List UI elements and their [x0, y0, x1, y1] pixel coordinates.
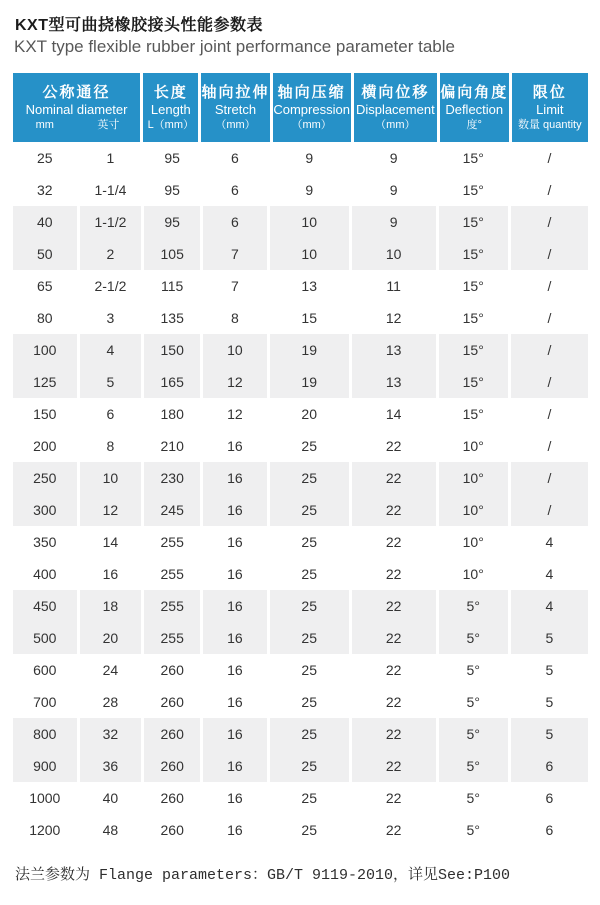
- table-cell: 5°: [439, 590, 508, 622]
- header-cell-compression: [273, 73, 351, 142]
- header-cell-length: [143, 73, 198, 142]
- table-cell: 22: [352, 750, 436, 782]
- table-cell: 11: [352, 270, 436, 302]
- table-cell: 36: [80, 750, 142, 782]
- table-cell: 9: [270, 142, 349, 174]
- table-cell: 25: [270, 526, 349, 558]
- header-unit-label: 数量 quantity: [518, 119, 582, 131]
- table-cell: 7: [203, 238, 267, 270]
- table-cell: 7: [203, 270, 267, 302]
- table-cell: 15°: [439, 174, 508, 206]
- table-cell: 22: [352, 718, 436, 750]
- table-cell: 15°: [439, 334, 508, 366]
- table-cell: 2-1/2: [80, 270, 142, 302]
- table-cell: 16: [203, 622, 267, 654]
- table-cell: 12: [352, 302, 436, 334]
- table-cell: 600: [13, 654, 77, 686]
- table-cell: 25: [270, 590, 349, 622]
- table-row: [13, 270, 588, 302]
- table-cell: 260: [144, 686, 200, 718]
- table-cell: /: [511, 430, 588, 462]
- table-cell: 15°: [439, 238, 508, 270]
- table-cell: 255: [144, 622, 200, 654]
- table-cell: 32: [80, 718, 142, 750]
- table-cell: 10°: [439, 526, 508, 558]
- table-cell: 80: [13, 302, 77, 334]
- table-cell: 16: [203, 430, 267, 462]
- table-cell: 25: [270, 718, 349, 750]
- table-cell: 10: [352, 238, 436, 270]
- table-cell: 22: [352, 462, 436, 494]
- table-cell: 6: [511, 750, 588, 782]
- table-row: [13, 174, 588, 206]
- table-row: [13, 654, 588, 686]
- table-cell: 150: [13, 398, 77, 430]
- table-cell: 250: [13, 462, 77, 494]
- header-cell-deflection: [440, 73, 509, 142]
- table-row: [13, 334, 588, 366]
- page-title: KXT型可曲挠橡胶接头性能参数表: [15, 17, 264, 34]
- table-cell: 9: [352, 206, 436, 238]
- table-cell: 25: [270, 462, 349, 494]
- table-cell: 14: [352, 398, 436, 430]
- table-cell: 230: [144, 462, 200, 494]
- table-cell: 15: [270, 302, 349, 334]
- table-cell: 16: [203, 750, 267, 782]
- table-cell: 10: [270, 238, 349, 270]
- table-cell: 350: [13, 526, 77, 558]
- table-row: [13, 750, 588, 782]
- table-cell: 5: [511, 654, 588, 686]
- table-cell: 5°: [439, 686, 508, 718]
- table-cell: 25: [270, 622, 349, 654]
- table-cell: 255: [144, 558, 200, 590]
- page-subtitle: KXT type flexible rubber joint performance parameter table: [14, 37, 455, 56]
- table-cell: /: [511, 142, 588, 174]
- table-cell: 1-1/2: [80, 206, 142, 238]
- table-cell: 25: [270, 558, 349, 590]
- table-row: [13, 366, 588, 398]
- header-cell-displacement: [354, 73, 437, 142]
- table-cell: 95: [144, 174, 200, 206]
- table-body: [13, 142, 588, 846]
- header-zh-label: 限位: [532, 84, 567, 101]
- table-cell: 2: [80, 238, 142, 270]
- table-cell: 16: [203, 718, 267, 750]
- table-row: [13, 814, 588, 846]
- table-cell: 16: [80, 558, 142, 590]
- table-cell: 260: [144, 654, 200, 686]
- table-cell: 900: [13, 750, 77, 782]
- table-cell: 19: [270, 334, 349, 366]
- table-cell: 10: [203, 334, 267, 366]
- table-cell: 15°: [439, 270, 508, 302]
- table-row: [13, 398, 588, 430]
- table-cell: 150: [144, 334, 200, 366]
- table-cell: 4: [511, 558, 588, 590]
- table-cell: 12: [203, 366, 267, 398]
- table-cell: 22: [352, 782, 436, 814]
- table-cell: 18: [80, 590, 142, 622]
- table-cell: 25: [270, 654, 349, 686]
- header-unit-label: （mm）: [215, 119, 256, 131]
- table-cell: 6: [511, 814, 588, 846]
- table-cell: 20: [270, 398, 349, 430]
- table-cell: 115: [144, 270, 200, 302]
- table-cell: 105: [144, 238, 200, 270]
- header-cell-nominal-diameter: [13, 73, 140, 142]
- table-cell: 10°: [439, 462, 508, 494]
- table-cell: 22: [352, 494, 436, 526]
- table-cell: 260: [144, 718, 200, 750]
- header-unit-mm: mm: [35, 119, 54, 131]
- table-cell: /: [511, 238, 588, 270]
- table-cell: 6: [80, 398, 142, 430]
- table-cell: 10: [80, 462, 142, 494]
- table-row: [13, 590, 588, 622]
- table-cell: 24: [80, 654, 142, 686]
- header-cell-stretch: [201, 73, 269, 142]
- table-row: [13, 206, 588, 238]
- table-cell: 9: [352, 142, 436, 174]
- table-cell: 1: [80, 142, 142, 174]
- header-en-label: Stretch: [214, 102, 257, 117]
- header-unit-row: [13, 118, 140, 132]
- table-cell: 1000: [13, 782, 77, 814]
- table-cell: 255: [144, 526, 200, 558]
- table-row: [13, 302, 588, 334]
- table-cell: 65: [13, 270, 77, 302]
- table-row: [13, 238, 588, 270]
- table-cell: 260: [144, 750, 200, 782]
- table-cell: 125: [13, 366, 77, 398]
- footer-note: 法兰参数为 Flange parameters：GB/T 9119-2010，详见See:P100: [15, 867, 511, 884]
- table-cell: 6: [203, 206, 267, 238]
- table-cell: 16: [203, 462, 267, 494]
- table-cell: 22: [352, 526, 436, 558]
- table-row: [13, 494, 588, 526]
- table-cell: 10°: [439, 430, 508, 462]
- table-row: [13, 558, 588, 590]
- table-cell: 5°: [439, 814, 508, 846]
- table-cell: 5°: [439, 782, 508, 814]
- table-cell: 3: [80, 302, 142, 334]
- table-cell: 5: [511, 718, 588, 750]
- table-cell: 260: [144, 814, 200, 846]
- table-row: [13, 526, 588, 558]
- table-cell: 25: [270, 782, 349, 814]
- table-cell: 16: [203, 686, 267, 718]
- parameter-table: [13, 73, 588, 846]
- table-row: [13, 622, 588, 654]
- table-cell: 4: [80, 334, 142, 366]
- table-cell: 12: [80, 494, 142, 526]
- table-cell: 245: [144, 494, 200, 526]
- table-cell: 10°: [439, 558, 508, 590]
- table-cell: /: [511, 398, 588, 430]
- table-cell: 4: [511, 526, 588, 558]
- table-cell: 13: [352, 334, 436, 366]
- table-cell: 25: [270, 430, 349, 462]
- table-cell: 16: [203, 558, 267, 590]
- table-cell: 22: [352, 590, 436, 622]
- table-cell: 500: [13, 622, 77, 654]
- table-cell: 16: [203, 814, 267, 846]
- table-cell: 22: [352, 686, 436, 718]
- table-cell: 20: [80, 622, 142, 654]
- table-cell: 450: [13, 590, 77, 622]
- table-row: [13, 782, 588, 814]
- table-cell: 12: [203, 398, 267, 430]
- table-cell: 16: [203, 494, 267, 526]
- table-cell: 25: [13, 142, 77, 174]
- table-cell: 22: [352, 430, 436, 462]
- header-unit-label: L（mm）: [147, 119, 195, 131]
- table-cell: 5: [80, 366, 142, 398]
- table-cell: 16: [203, 782, 267, 814]
- table-cell: 22: [352, 654, 436, 686]
- table-cell: 9: [270, 174, 349, 206]
- table-cell: /: [511, 206, 588, 238]
- table-cell: 5°: [439, 718, 508, 750]
- table-cell: 15°: [439, 366, 508, 398]
- table-cell: 5: [511, 622, 588, 654]
- table-cell: 260: [144, 782, 200, 814]
- table-cell: 95: [144, 206, 200, 238]
- header-zh-label: 横向位移: [361, 84, 430, 101]
- table-cell: 800: [13, 718, 77, 750]
- header-zh-label: 公称通径: [42, 84, 111, 101]
- table-cell: 16: [203, 526, 267, 558]
- table-cell: 28: [80, 686, 142, 718]
- table-cell: 165: [144, 366, 200, 398]
- table-cell: 9: [352, 174, 436, 206]
- header-zh-label: 长度: [153, 84, 188, 101]
- table-cell: 22: [352, 558, 436, 590]
- table-cell: 16: [203, 590, 267, 622]
- table-cell: 1200: [13, 814, 77, 846]
- table-cell: /: [511, 494, 588, 526]
- table-cell: 6: [203, 142, 267, 174]
- table-cell: 6: [203, 174, 267, 206]
- table-cell: 16: [203, 654, 267, 686]
- table-cell: /: [511, 174, 588, 206]
- header-en-label: Limit: [536, 102, 564, 117]
- header-unit-label: （mm）: [375, 119, 416, 131]
- table-cell: 5°: [439, 750, 508, 782]
- table-cell: 6: [511, 782, 588, 814]
- header-unit-label: （mm）: [291, 119, 332, 131]
- table-cell: /: [511, 462, 588, 494]
- table-cell: 5°: [439, 622, 508, 654]
- header-zh-label: 轴向压缩: [277, 84, 346, 101]
- table-cell: 48: [80, 814, 142, 846]
- header-en-label: Displacement: [355, 102, 435, 117]
- table-cell: 50: [13, 238, 77, 270]
- table-cell: 135: [144, 302, 200, 334]
- header-cell-limit: [512, 73, 588, 142]
- table-cell: 210: [144, 430, 200, 462]
- table-cell: /: [511, 334, 588, 366]
- table-header-row: [13, 73, 588, 142]
- table-cell: 4: [511, 590, 588, 622]
- table-cell: 19: [270, 366, 349, 398]
- table-cell: 13: [352, 366, 436, 398]
- table-cell: 15°: [439, 206, 508, 238]
- table-cell: 25: [270, 494, 349, 526]
- table-cell: 5°: [439, 654, 508, 686]
- table-row: [13, 718, 588, 750]
- header-unit-label: 度°: [466, 119, 482, 131]
- table-cell: 1-1/4: [80, 174, 142, 206]
- table-cell: 15°: [439, 398, 508, 430]
- table-cell: 10°: [439, 494, 508, 526]
- table-cell: 15°: [439, 142, 508, 174]
- header-zh-label: 偏向角度: [440, 84, 509, 101]
- table-cell: /: [511, 366, 588, 398]
- table-cell: 255: [144, 590, 200, 622]
- table-cell: 95: [144, 142, 200, 174]
- table-cell: 32: [13, 174, 77, 206]
- table-cell: 400: [13, 558, 77, 590]
- header-unit-inch: 英寸: [97, 119, 120, 131]
- table-cell: 22: [352, 622, 436, 654]
- table-cell: /: [511, 302, 588, 334]
- table-cell: 5: [511, 686, 588, 718]
- table-cell: 25: [270, 814, 349, 846]
- table-cell: 25: [270, 750, 349, 782]
- table-cell: 8: [80, 430, 142, 462]
- table-cell: 180: [144, 398, 200, 430]
- table-cell: 25: [270, 686, 349, 718]
- table-cell: 14: [80, 526, 142, 558]
- table-cell: 200: [13, 430, 77, 462]
- header-en-label: Compression: [273, 102, 350, 117]
- table-cell: 700: [13, 686, 77, 718]
- header-en-label: Deflection: [445, 102, 504, 117]
- table-cell: 8: [203, 302, 267, 334]
- table-cell: 100: [13, 334, 77, 366]
- table-cell: 40: [13, 206, 77, 238]
- header-en-label: Length: [150, 102, 191, 117]
- table-cell: 40: [80, 782, 142, 814]
- table-row: [13, 686, 588, 718]
- table-row: [13, 142, 588, 174]
- table-row: [13, 430, 588, 462]
- table-cell: /: [511, 270, 588, 302]
- table-cell: 300: [13, 494, 77, 526]
- header-zh-label: 轴向拉伸: [201, 84, 270, 101]
- table-cell: 13: [270, 270, 349, 302]
- table-cell: 15°: [439, 302, 508, 334]
- table-row: [13, 462, 588, 494]
- table-cell: 10: [270, 206, 349, 238]
- table-cell: 22: [352, 814, 436, 846]
- header-en-label: Nominal diameter: [25, 102, 128, 117]
